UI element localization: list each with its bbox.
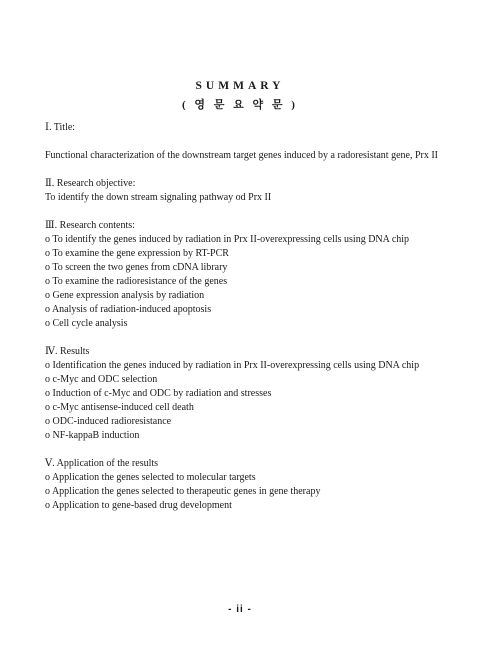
section-heading-objective: Ⅱ. Research objective: [45, 178, 136, 189]
list-item: o Cell cycle analysis [45, 318, 128, 329]
list-item: o c-Myc and ODC selection [45, 374, 158, 385]
section-heading-results: Ⅳ. Results [45, 346, 90, 357]
list-item: o To examine the radioresistance of the genes [45, 276, 228, 287]
section-title-text: Functional characterization of the downstream target genes induced by a radoresistant gene, Prx II [45, 150, 439, 161]
list-item: o Gene expression analysis by radiation [45, 290, 205, 301]
list-item: o To examine the gene expression by RT-PCR [45, 248, 229, 259]
section-objective-text: To identify the down stream signaling pathway od Prx II [45, 192, 272, 203]
list-item: o Analysis of radiation-induced apoptosis [45, 304, 212, 315]
section-heading-application: Ⅴ. Application of the results [45, 458, 159, 469]
page-title: SUMMARY [195, 80, 285, 92]
list-item: o Identification the genes induced by radiation in Prx II-overexpressing cells using DNA chip [45, 360, 420, 371]
list-item: o NF-kappaB induction [45, 430, 140, 441]
list-item: o Induction of c-Myc and ODC by radiation and stresses [45, 388, 272, 399]
summary-content [45, 121, 440, 513]
list-item: o ODC-induced radioresistance [45, 416, 172, 427]
section-heading-title: Ⅰ. Title: [45, 122, 76, 133]
list-item: o Application the genes selected to molecular targets [45, 472, 256, 483]
list-item: o To identify the genes induced by radiation in Prx II-overexpressing cells using DNA chip [45, 234, 410, 245]
list-item: o To screen the two genes from cDNA library [45, 262, 228, 273]
list-item: o Application to gene-based drug development [45, 500, 232, 511]
list-item: o c-Myc antisense-induced cell death [45, 402, 194, 413]
page-number: - ii - [228, 604, 252, 615]
list-item: o Application the genes selected to therapeutic genes in gene therapy [45, 486, 321, 497]
page-subtitle: ( 영 문 요 약 문 ) [182, 99, 298, 111]
section-heading-contents: Ⅲ. Research contents: [45, 220, 135, 231]
